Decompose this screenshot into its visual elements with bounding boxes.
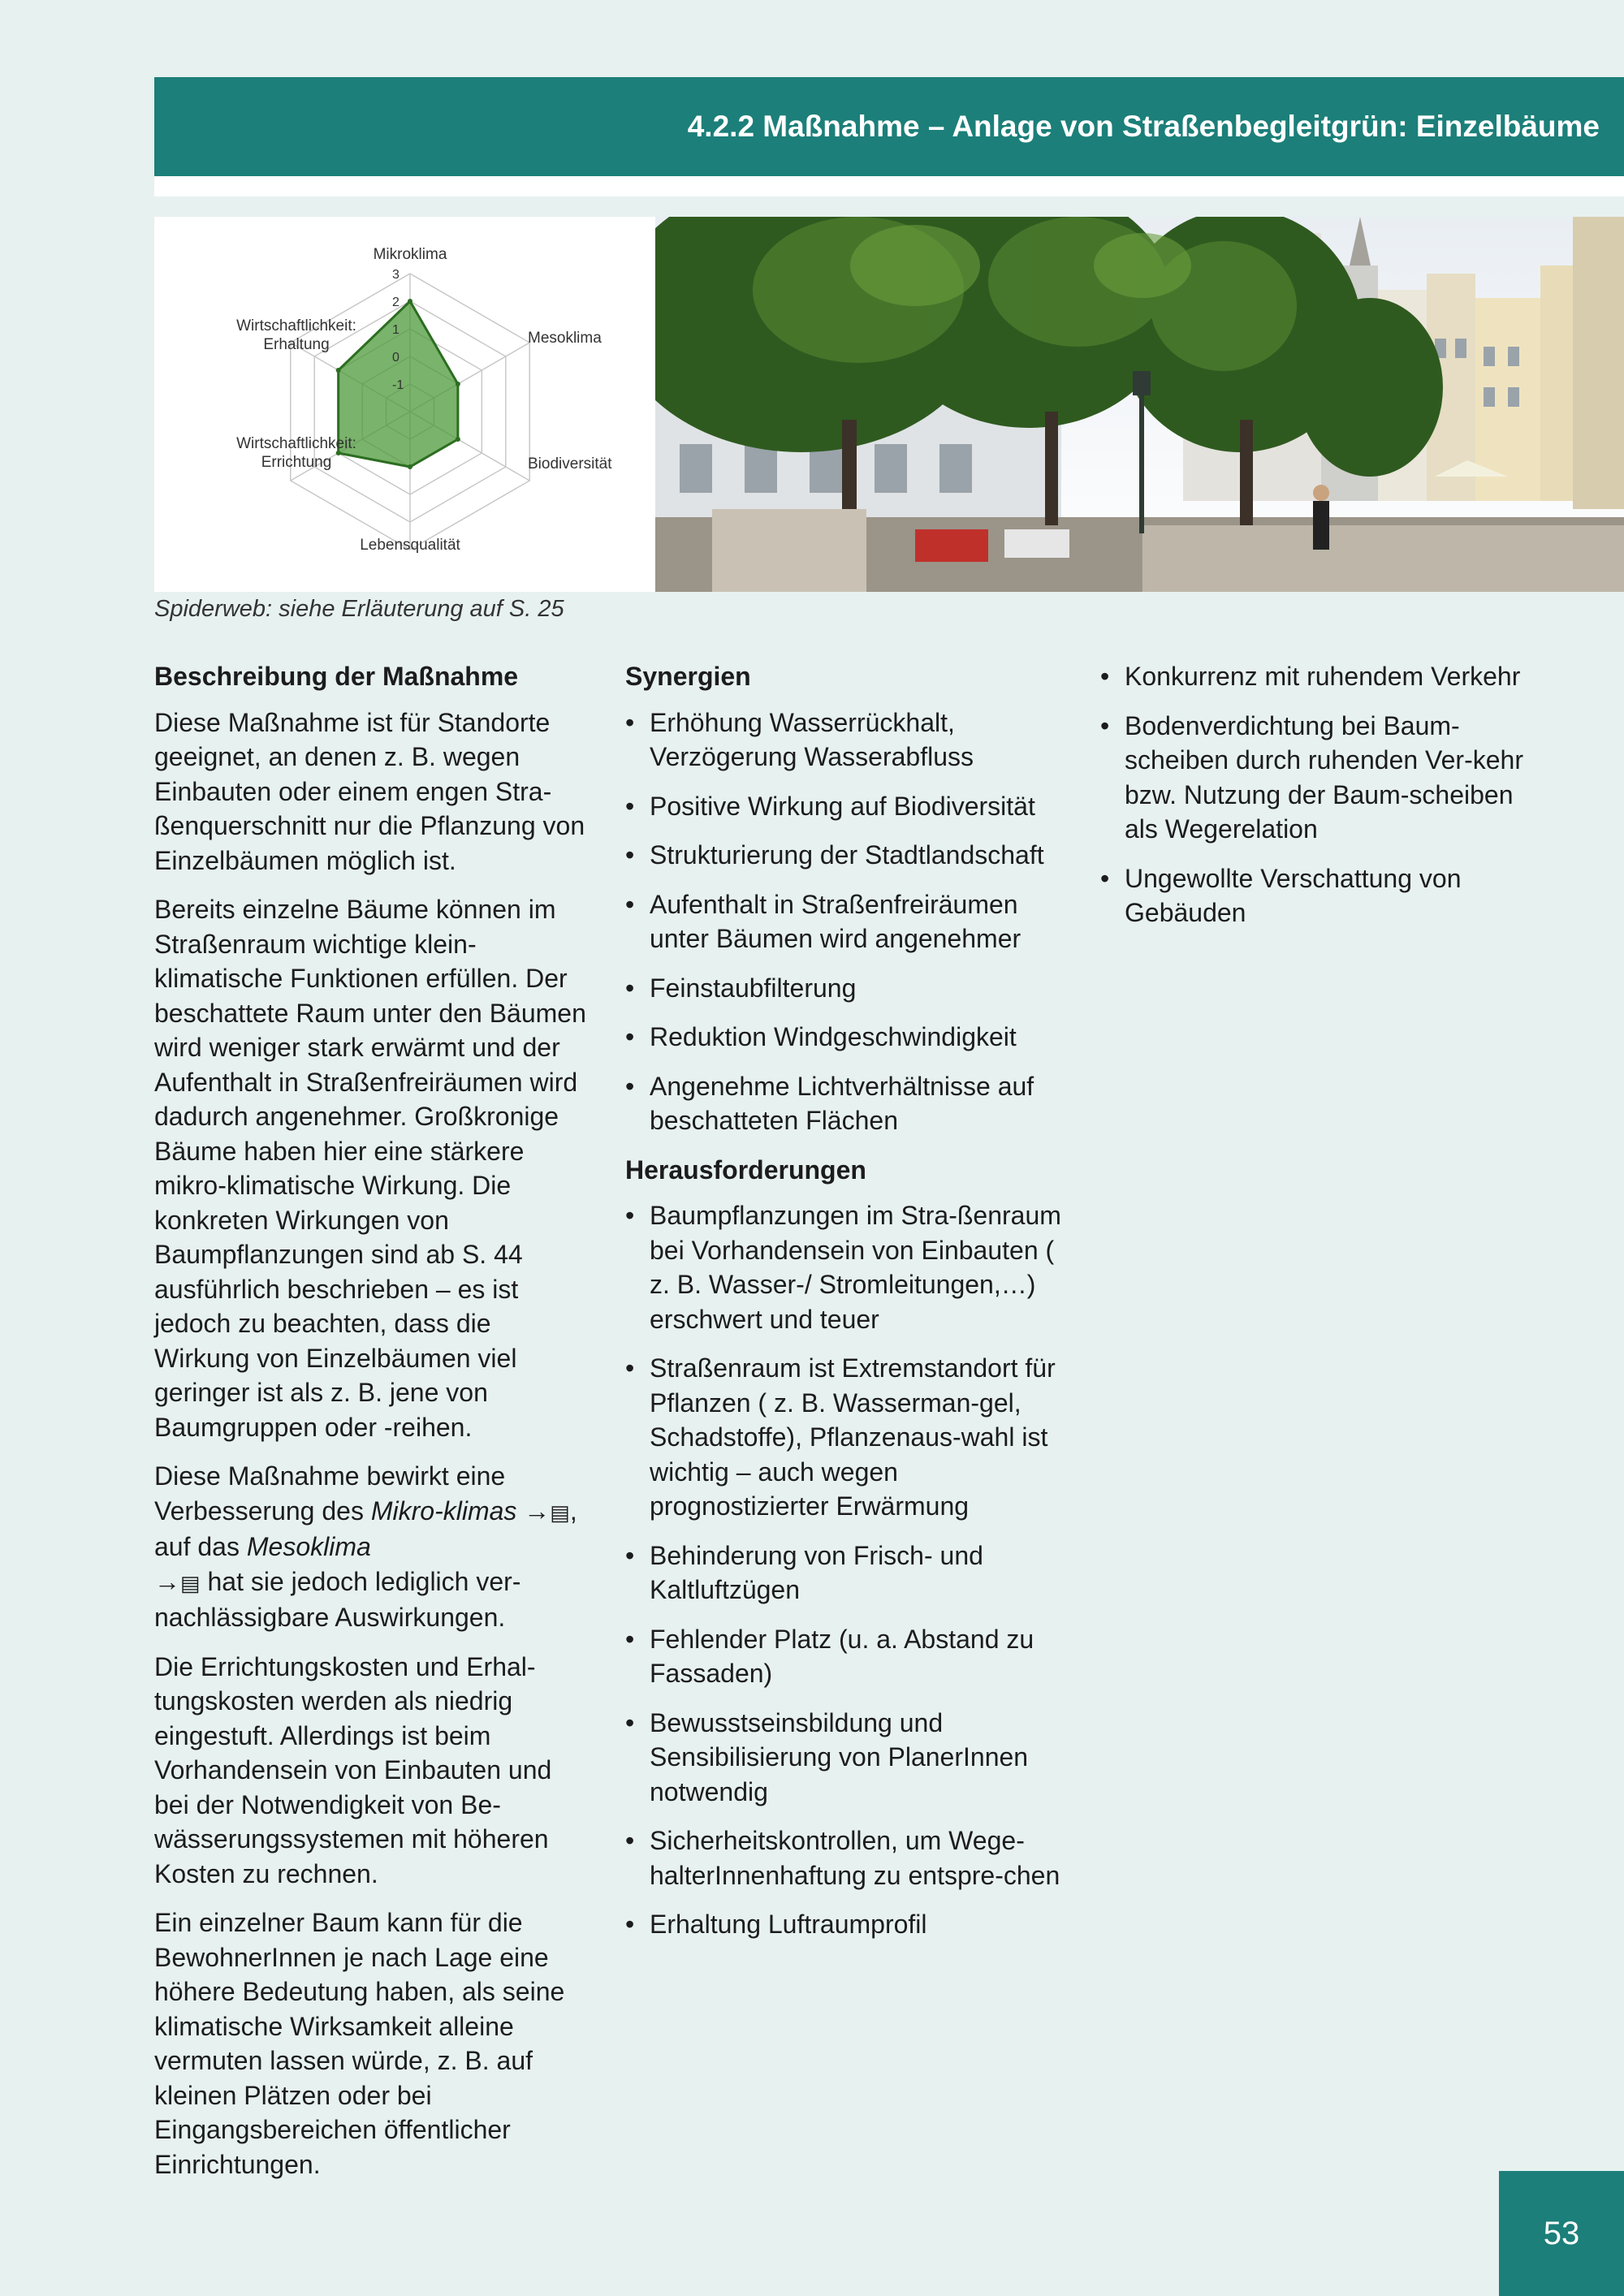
synergien-list xyxy=(625,706,1064,1138)
list-item: • Sicherheitskontrollen, um Wege-halterInnenhaftung zu entspre-chen xyxy=(625,1823,1064,1892)
mikroklima-term: Mikro-klimas xyxy=(370,1495,517,1526)
list-item: • Positive Wirkung auf Biodiversität xyxy=(625,789,1064,824)
list-item: • Fehlender Platz (u. a. Abstand zu Fassaden) xyxy=(625,1622,1064,1691)
scale-label: -1 xyxy=(392,378,404,392)
paragraph: Diese Maßnahme ist für Standorte geeignet, an denen z. B. wegen Einbauten oder einem engen Stra-ßenquerschnitt nur die Pflanzung von Einzelbäumen möglich ist. xyxy=(154,707,585,875)
list-item: • Angenehme Lichtverhältnisse auf beschatteten Flächen xyxy=(625,1069,1064,1138)
scale-label: 1 xyxy=(392,323,400,337)
list-item: • Straßenraum ist Extremstandort für Pflanzen ( z. B. Wasserman-gel, Schadstoffe), Pflanzenaus-wahl ist wichtig – auch wegen prognostizierter Erwärmung xyxy=(625,1351,1064,1524)
list-item: • Behinderung von Frisch- und Kaltluftzügen xyxy=(625,1539,1064,1608)
axis-label: Lebensqualität xyxy=(360,537,460,554)
list-item: • Ungewollte Verschattung von Gebäuden xyxy=(1100,861,1539,930)
paragraph: Die Errichtungskosten und Erhal-tungskosten werden als niedrig eingestuft. Allerdings ist beim Vorhandensein von Einbauten und bei der Notwendigkeit von Be-wässerungssystemen mit höheren Kosten zu rechnen. xyxy=(154,1651,552,1888)
scale-label: 2 xyxy=(392,296,400,309)
list-item: • Erhöhung Wasserrückhalt, Verzögerung Wasserabfluss xyxy=(625,706,1064,775)
axis-label: Wirtschaftlichkeit: Erhaltung xyxy=(236,317,356,353)
scale-label: 3 xyxy=(392,268,400,282)
herausforderungen-list-continued xyxy=(1100,659,1539,930)
axis-label: Wirtschaftlichkeit: Errichtung xyxy=(236,435,356,471)
page-number-box xyxy=(1499,2171,1624,2296)
data-point xyxy=(408,299,412,304)
list-item: • Erhaltung Luftraumprofil xyxy=(625,1907,1064,1942)
paragraph: Ein einzelner Baum kann für die BewohnerInnen je nach Lage eine höhere Bedeutung haben, als seine klimatische Wirksamkeit alleine vermuten lassen würde, z. B. auf kleinen Plätzen oder bei Eingangsbereichen öffentlicher Einrichtungen. xyxy=(154,1908,565,2179)
document-icon: ▤ xyxy=(550,1500,570,1525)
document-icon: ▤ xyxy=(180,1570,201,1595)
data-point xyxy=(408,464,412,469)
section-heading: Synergien xyxy=(625,662,751,691)
scale-label: 0 xyxy=(392,351,400,365)
section-heading: Herausforderungen xyxy=(625,1154,866,1185)
page-title: 4.2.2 Maßnahme – Anlage von Straßenbegleitgrün: Einzelbäume xyxy=(687,110,1600,143)
figure-caption: Spiderweb: siehe Erläuterung auf S. 25 xyxy=(154,596,564,622)
list-item: • Bodenverdichtung bei Baum-scheiben durch ruhenden Ver-kehr bzw. Nutzung der Baum-scheiben als Wegerelation xyxy=(1100,709,1539,847)
axis-label: Mesoklima xyxy=(528,330,602,347)
list-item: • Aufenthalt in Straßenfreiräumen unter Bäumen wird angenehmer xyxy=(625,887,1064,956)
header-bar xyxy=(154,77,1624,176)
axis-label: Biodiversität xyxy=(528,455,612,473)
list-item: • Reduktion Windgeschwindigkeit xyxy=(625,1020,1064,1055)
list-item: • Strukturierung der Stadtlandschaft xyxy=(625,838,1064,873)
page-number: 53 xyxy=(1543,2215,1580,2251)
header-divider xyxy=(154,176,1624,196)
data-point xyxy=(456,382,460,386)
column-description xyxy=(154,659,589,2196)
column-synergies xyxy=(625,659,1064,1957)
mesoklima-term: Mesoklima xyxy=(246,1532,371,1561)
list-item: • Baumpflanzungen im Stra-ßenraum bei Vorhandensein von Einbauten ( z. B. Wasser-/ Stromleitungen,…) erschwert und teuer xyxy=(625,1198,1064,1336)
data-point xyxy=(456,437,460,442)
section-heading: Beschreibung der Maßnahme xyxy=(154,662,519,691)
column-challenges-continued xyxy=(1100,659,1539,945)
list-item: • Bewusstseinsbildung und Sensibilisierung von PlanerInnen notwendig xyxy=(625,1706,1064,1810)
data-point xyxy=(336,368,341,373)
paragraph: Bereits einzelne Bäume können im Straßenraum wichtige klein-klimatische Funktionen erfüllen. Der beschattete Raum unter den Bäumen wird weniger stark erwärmt und der Aufenthalt in Straßenfreiräumen wird dadurch angenehmer. Großkronige Bäume haben hier eine stärkere mikro-klimatische Wirkung. Die konkreten Wirkungen von Baumpflanzungen sind ab S. 44 ausführlich beschrieben – es ist jedoch zu beachten, dass die Wirkung von Einzelbäumen viel geringer ist als z. B. jene von Baumgruppen oder -reihen. xyxy=(154,895,586,1442)
axis-label: Mikroklima xyxy=(373,246,447,263)
street-photo xyxy=(655,217,1624,592)
herausforderungen-list xyxy=(625,1198,1064,1942)
list-item: • Feinstaubfilterung xyxy=(625,971,1064,1006)
list-item: • Konkurrenz mit ruhendem Verkehr xyxy=(1100,659,1539,694)
paragraph: Diese Maßnahme bewirkt eine Verbesserung des Mikro-klimas →▤, auf das Mesoklima →▤ hat sie jedoch lediglich ver-nachlässigbare Auswirkungen. xyxy=(154,1461,577,1632)
spiderweb-chart xyxy=(154,217,655,592)
